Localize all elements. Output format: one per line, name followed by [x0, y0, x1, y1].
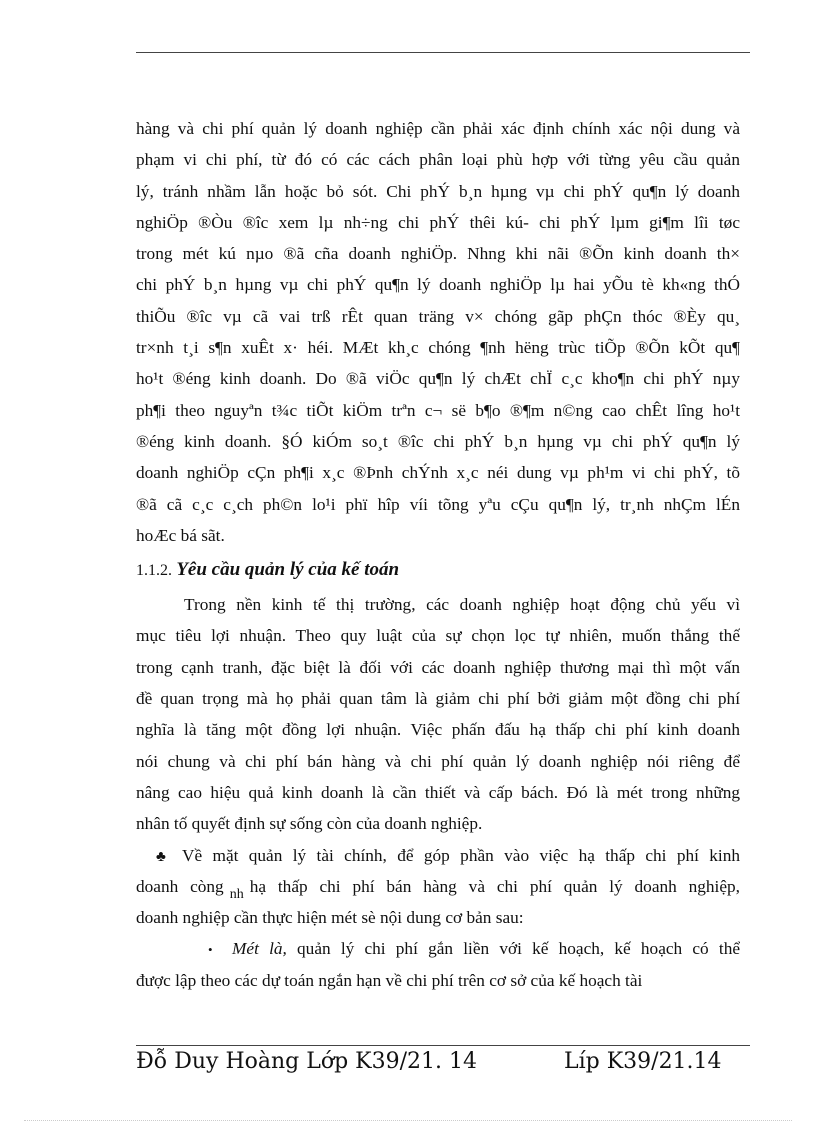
text-line: Trong nền kinh tế thị trường, các doanh nghiệp hoạt động chủ yếu vì [184, 595, 740, 615]
text-line: nhân tố quyết định sự sống còn của doanh nghiệp. [136, 814, 483, 834]
page-content [136, 113, 740, 996]
text-line [136, 871, 740, 902]
text-line: mục tiêu lợi nhuận. Theo quy luật của sự chọn lọc tự nhiên, muốn thắng thế [136, 626, 740, 646]
text-line: được lập theo các dự toán ngắn hạn về chi phí trên cơ sở của kế hoạch tài [136, 970, 643, 990]
text-line: đề quan trọng mà họ phải quan tâm là giảm chi phí bởi giảm một đồng chi phí [136, 689, 740, 709]
text-line: thiÕu ®îc vµ cã vai trß rÊt quan träng v× chóng gãp phÇn thóc ®Èy qu¸ [136, 306, 740, 326]
text-span-subscript: nh [229, 886, 244, 902]
text-line: phạm vi chi phí, từ đó có các cách phân loại phù hợp với từng yêu cầu quản [136, 150, 740, 170]
section-title: Yêu cầu quản lý của kế toán [176, 559, 400, 581]
text-line: ph¶i theo nguyªn t¾c tiÕt kiÖm trªn c¬ së b¶o ®¶m n©ng cao chÊt lîng ho¹t [136, 400, 740, 420]
text-line: ®éng kinh doanh. §Ó kiÓm so¸t ®îc chi phÝ b¸n hµng vµ chi phÝ qu¶n lý [136, 431, 740, 451]
text-line: ®ã cã c¸c c¸ch ph©n lo¹i phï hîp víi tõng yªu cÇu qu¶n lý, tr¸nh nhÇm lÉn [136, 494, 740, 514]
dot-bullet-icon: • [208, 942, 213, 958]
paragraph-requirements [136, 589, 740, 839]
text-line: hàng và chi phí quản lý doanh nghiệp cần phải xác định chính xác nội dung và [136, 119, 740, 138]
text-span: Về mặt quản lý tài chính, để góp phần vào việc hạ thấp chi phí kinh [182, 845, 740, 865]
footer-class: Líp K39/21.14 [564, 1049, 722, 1074]
page-edge-divider [24, 1120, 792, 1121]
text-line: nghĩa là tăng một đồng lợi nhuận. Việc phấn đấu hạ thấp chi phí kinh doanh [136, 720, 740, 740]
text-line: ho¹t ®éng kinh doanh. Do ®ã viÖc qu¶n lý chÆt chÏ c¸c kho¶n chi phÝ nµy [136, 369, 740, 389]
text-line: tr×nh t¸i s¶n xuÊt x· héi. MÆt kh¸c chóng ¶nh hëng trùc tiÕp ®Õn kÕt qu¶ [136, 338, 740, 358]
text-line: nâng cao hiệu quả kinh doanh là cần thiết và cấp bách. Đó là mét trong những [136, 782, 740, 802]
text-line: hoÆc bá sãt. [136, 525, 225, 545]
header-rule [136, 52, 750, 53]
text-span: quản lý chi phí gắn liền với kế hoạch, kế hoạch có thể [286, 939, 740, 959]
text-line: nghiÖp ®Òu ®îc xem lµ nh÷ng chi phÝ thêi kú- chi phÝ lµm gi¶m lîi tøc [136, 212, 740, 232]
text-line: doanh nghiệp cần thực hiện mét sè nội dung cơ bản sau: [136, 908, 524, 928]
page-footer [136, 1046, 740, 1078]
item-lead: Mét là, [232, 939, 287, 959]
section-heading [136, 551, 740, 589]
text-span: hạ thấp chi phí bán hàng và chi phí quản lý doanh nghiệp, [249, 876, 740, 896]
text-line: doanh nghiÖp cÇn ph¶i x¸c ®Þnh chÝnh x¸c néi dung vµ ph¹m vi chi phÝ, tõ [136, 463, 740, 483]
text-line: lý, tránh nhầm lẫn hoặc bỏ sót. Chi phÝ b¸n hµng vµ chi phÝ qu¶n lý doanh [136, 181, 740, 201]
text-line [136, 933, 740, 964]
section-number: 1.1.2. [136, 562, 172, 580]
paragraph-finance [136, 840, 740, 934]
text-line: trong mét kú nµo ®ã cña doanh nghiÖp. Nhng khi nãi ®Õn kinh doanh th× [136, 244, 740, 264]
list-item [136, 933, 740, 996]
footer-author: Đỗ Duy Hoàng Lớp K39/21. 14 [136, 1049, 477, 1074]
text-line: chi phÝ b¸n hµng vµ chi phÝ qu¶n lý doanh nghiÖp lµ hai yÕu tè kh«ng thÓ [136, 275, 740, 295]
text-line: trong cạnh tranh, đặc biệt là đối với các doanh nghiệp thương mại thì một vấn [136, 657, 740, 677]
text-span: doanh còng [136, 876, 224, 896]
club-bullet-icon: ♣ [156, 848, 166, 865]
text-line [136, 840, 740, 871]
body-paragraph [136, 113, 740, 551]
text-line: nói chung và chi phí bán hàng và chi phí quản lý doanh nghiệp nói riêng để [136, 751, 740, 771]
